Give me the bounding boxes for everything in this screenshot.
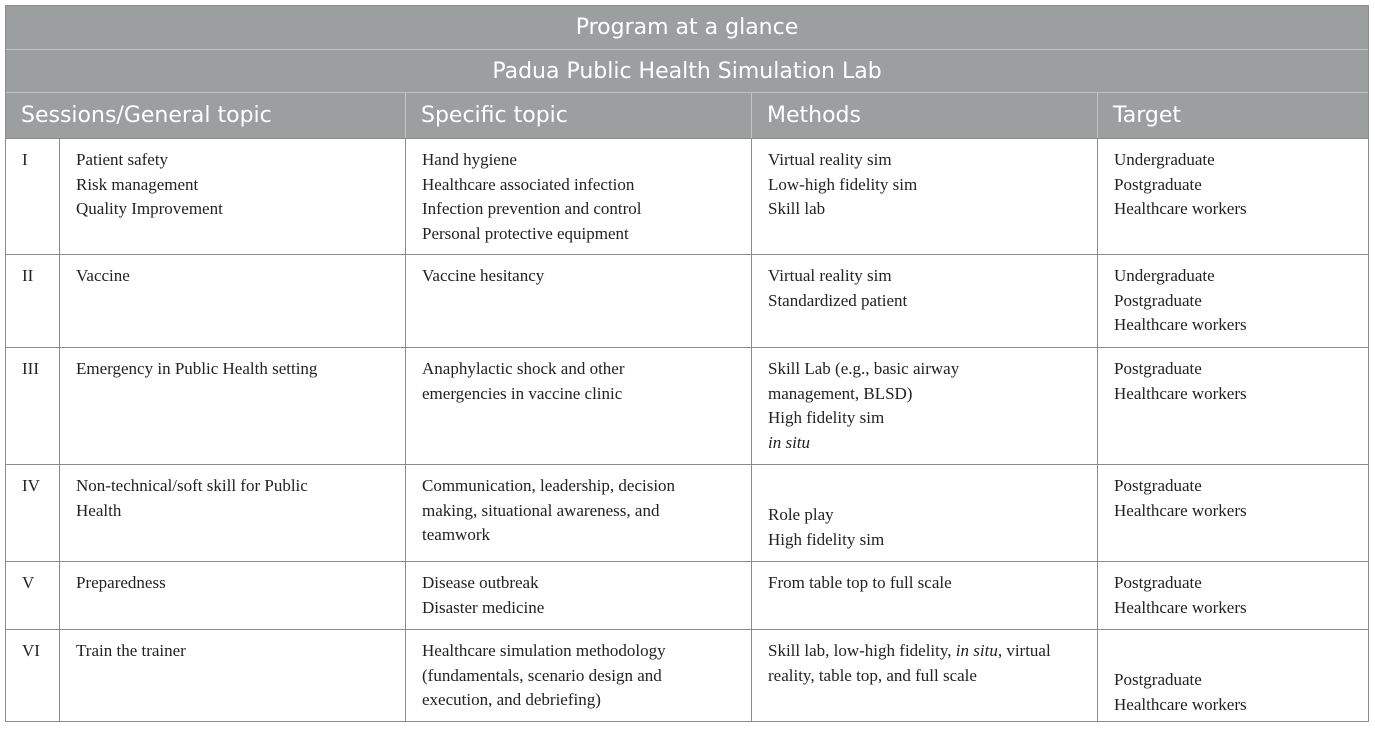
session-number: IV <box>22 476 40 495</box>
target-cell <box>1097 562 1368 629</box>
general-topic: Risk management <box>76 174 199 194</box>
specific-topic-cell <box>405 630 751 721</box>
specific-topic: Disaster medicine <box>422 597 545 617</box>
general-topic: Patient safety <box>76 150 169 169</box>
general-topic: Train the trainer <box>76 641 186 660</box>
general-topic-cell <box>59 562 405 629</box>
method: Virtual reality sim <box>768 266 892 285</box>
specific-topic: (fundamentals, scenario design and <box>422 665 662 685</box>
methods-cell <box>751 630 1097 721</box>
session-number: VI <box>22 641 40 660</box>
specific-topic-cell <box>405 255 751 347</box>
general-topic-cell <box>59 630 405 721</box>
methods-cell <box>751 139 1097 254</box>
target: Healthcare workers <box>1114 500 1247 520</box>
session-number: I <box>22 150 28 169</box>
target-cell <box>1097 348 1368 464</box>
method: From table top to full scale <box>768 573 952 592</box>
table-row <box>6 255 1368 348</box>
general-topic: Vaccine <box>76 266 130 285</box>
specific-topic-cell <box>405 348 751 464</box>
method-line <box>768 639 1097 664</box>
column-header-methods: Methods <box>751 93 1097 138</box>
session-number: II <box>22 266 34 285</box>
specific-topic: Healthcare simulation methodology <box>422 641 666 660</box>
general-topic: Health <box>76 500 122 520</box>
specific-topic-cell <box>405 139 751 254</box>
target: Healthcare workers <box>1114 199 1247 218</box>
method-line: reality, table top, and full scale <box>768 665 977 685</box>
target-cell <box>1097 139 1368 254</box>
general-topic: Quality Improvement <box>76 199 223 218</box>
table-subtitle: Padua Public Health Simulation Lab <box>6 50 1368 93</box>
methods-cell <box>751 562 1097 629</box>
target: Postgraduate <box>1114 290 1202 310</box>
target: Postgraduate <box>1114 476 1202 495</box>
target-cell <box>1097 255 1368 347</box>
method: Low-high fidelity sim <box>768 174 918 194</box>
method-text: , virtual <box>997 641 1051 660</box>
column-header-general: Sessions/General topic <box>21 103 272 128</box>
method: management, BLSD) <box>768 383 913 403</box>
general-topic-cell <box>59 465 405 561</box>
general-topic: Non-technical/soft skill for Public <box>76 476 308 495</box>
general-topic-cell <box>59 348 405 464</box>
target: Healthcare workers <box>1114 694 1247 714</box>
table-row <box>6 139 1368 255</box>
target: Postgraduate <box>1114 174 1202 194</box>
session-number: V <box>22 573 35 592</box>
target-cell <box>1097 465 1368 561</box>
target: Healthcare workers <box>1114 597 1247 617</box>
session-number: III <box>22 359 39 378</box>
table-row <box>6 465 1368 562</box>
method: Standardized patient <box>768 290 908 310</box>
general-topic-cell <box>59 139 405 254</box>
target: Postgraduate <box>1114 359 1202 378</box>
method: Virtual reality sim <box>768 150 892 169</box>
methods-cell <box>751 255 1097 347</box>
specific-topic: Infection prevention and control <box>422 199 642 218</box>
target: Undergraduate <box>1114 266 1215 285</box>
method: Role play <box>768 505 834 524</box>
specific-topic: teamwork <box>422 525 490 544</box>
specific-topic: emergencies in vaccine clinic <box>422 383 623 403</box>
method-in-situ: in situ <box>955 641 998 660</box>
specific-topic: making, situational awareness, and <box>422 500 660 520</box>
general-topic-cell <box>59 255 405 347</box>
specific-topic: Communication, leadership, decision <box>422 476 676 495</box>
specific-topic: execution, and debriefing) <box>422 690 601 709</box>
method: Skill lab <box>768 199 826 218</box>
specific-topic-cell <box>405 562 751 629</box>
target: Postgraduate <box>1114 670 1202 689</box>
column-header-row <box>6 93 1368 139</box>
table-title: Program at a glance <box>6 6 1368 50</box>
specific-topic: Disease outbreak <box>422 573 539 592</box>
method: High fidelity sim <box>768 408 885 427</box>
methods-cell <box>751 348 1097 464</box>
target-cell <box>1097 630 1368 721</box>
target: Healthcare workers <box>1114 383 1247 403</box>
specific-topic: Hand hygiene <box>422 150 517 169</box>
method: High fidelity sim <box>768 529 885 549</box>
table-row <box>6 630 1368 721</box>
program-table <box>5 5 1369 722</box>
specific-topic: Healthcare associated infection <box>422 174 635 194</box>
methods-cell <box>751 465 1097 561</box>
specific-topic: Personal protective equipment <box>422 223 629 243</box>
specific-topic: Vaccine hesitancy <box>422 266 545 285</box>
method-text: Skill lab, low-high fidelity, <box>768 641 956 660</box>
specific-topic-cell <box>405 465 751 561</box>
general-topic: Emergency in Public Health setting <box>76 359 318 378</box>
target: Undergraduate <box>1114 150 1215 169</box>
method-in-situ: in situ <box>768 432 811 452</box>
specific-topic: Anaphylactic shock and other <box>422 359 625 378</box>
target: Postgraduate <box>1114 573 1202 592</box>
table-row <box>6 348 1368 465</box>
method: Skill Lab (e.g., basic airway <box>768 359 960 378</box>
table-row <box>6 562 1368 630</box>
general-topic: Preparedness <box>76 573 166 592</box>
target: Healthcare workers <box>1114 315 1247 334</box>
column-header-specific: Specific topic <box>405 93 751 138</box>
column-header-target: Target <box>1097 93 1368 138</box>
